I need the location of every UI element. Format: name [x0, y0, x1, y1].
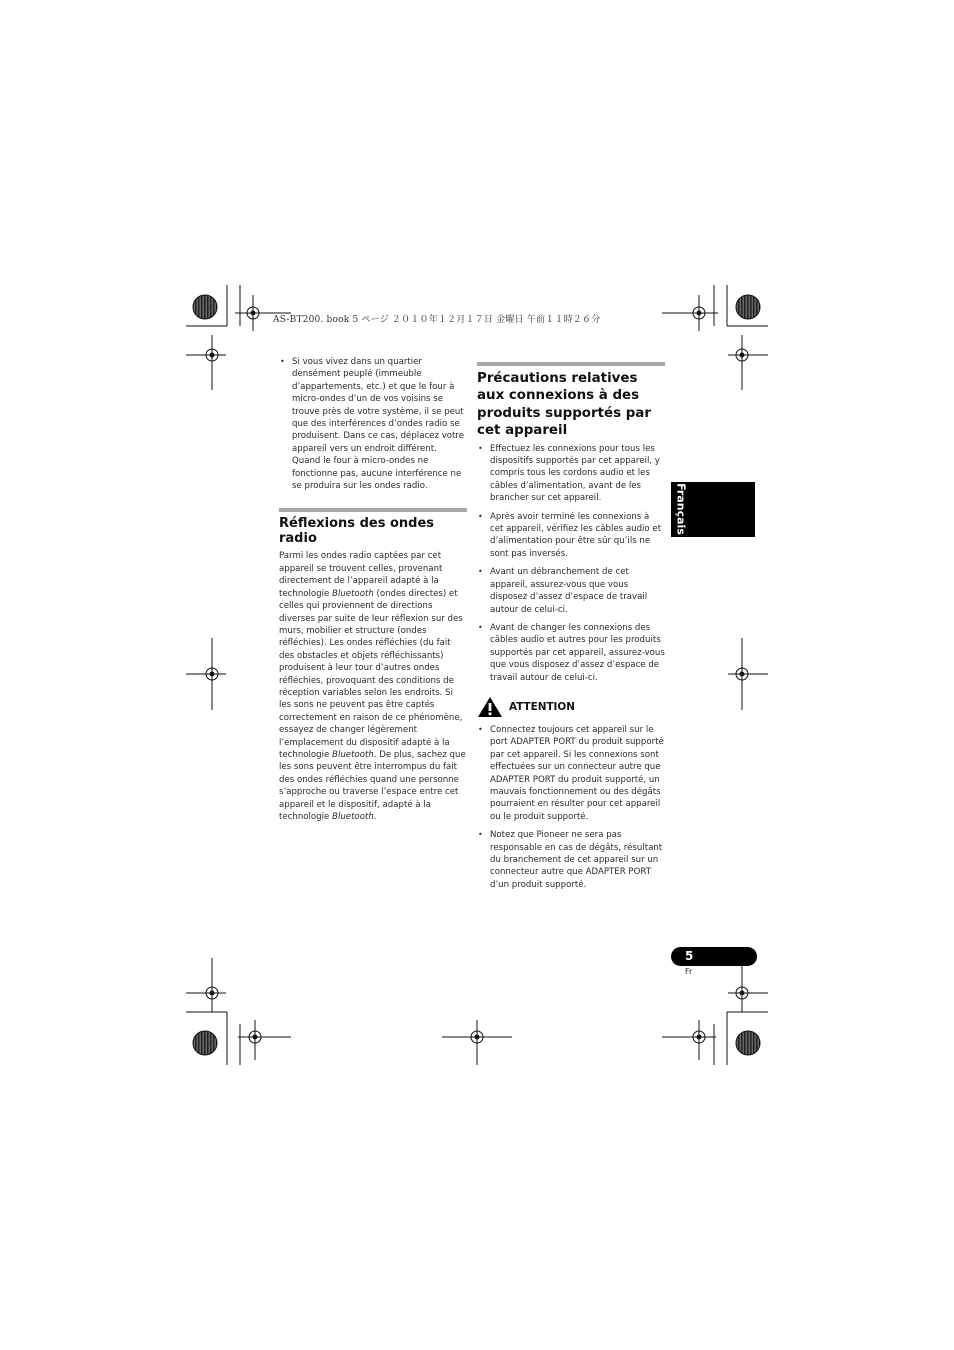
language-side-tab	[671, 482, 755, 537]
attention-heading	[477, 696, 665, 718]
list-item: • Connectez toujours cet appareil sur le port ADAPTER PORT du produit supporté par cet appareil. Si les connexions sont effectuées sur un connecteur autre que ADAPTER PORT du produit supporté, un mauvais fonctionnement ou des dégâts pourraient en résulter pour cet appareil ou le produit supporté.	[477, 724, 665, 823]
attention-label: ATTENTION	[509, 700, 575, 713]
page-number: 5	[685, 949, 694, 963]
list-item: • Avant un débranchement de cet appareil, assurez-vous que vous disposez d’assez d’espace de travail autour de celui-ci.	[477, 566, 665, 616]
file-stamp-header: AS-BT200. book 5 ページ ２０１０年１２月１７日 金曜日 午前１１時２６分	[273, 315, 601, 325]
precautions-bullet-list	[477, 443, 665, 684]
language-tab-label: Français	[674, 483, 688, 535]
list-item: • Après avoir terminé les connexions à cet appareil, vérifiez les câbles audio et d’alimentation pour être sûr qu’ils ne sont pas inversés.	[477, 511, 665, 561]
attention-bullet-list	[477, 724, 665, 891]
list-item: • Si vous vivez dans un quartier densément peuplé (immeuble d’appartements, etc.) et que le four à micro-ondes d’un de vos voisins se trouve près de votre système, il se peut que des interférences d’ondes radio se produisent. Dans ce cas, déplacez votre appareil vers un endroit différent. Quand le four à micro-ondes ne fonctionne pas, aucune interférence ne se produira sur les ondes radio.	[279, 356, 467, 492]
page-number-tab	[671, 947, 757, 966]
section-title-connection-precautions: Précautions relatives aux connexions à des produits supportés par cet appareil	[477, 371, 651, 439]
intro-bullet-list	[279, 356, 467, 492]
right-column	[477, 362, 665, 897]
list-item: • Notez que Pioneer ne sera pas responsable en cas de dégâts, résultant du branchement de cet appareil sur un connecteur autre que ADAPTER PORT d’un produit supporté.	[477, 829, 665, 891]
section-divider	[279, 508, 467, 512]
section-title-radio-reflections: Réflexions des ondes radio	[279, 516, 435, 547]
radio-reflections-paragraph: Parmi les ondes radio captées par cet appareil se trouvent celles, provenant directement de l’appareil adapté à la technologie Bluetooth (ondes directes) et celles qui proviennent de directions diverses par suite de leur réflexion sur des murs, mobilier et structure (ondes réfléchies). Les ondes réfléchies (du fait des obstacles et objets réfléchissants) produisent à leur tour d’autres ondes réfléchies, provoquant des conditions de réception variables selon les endroits. Si les sons ne peuvent pas être captés correctement en raison de ce phénomène, essayez de changer légèrement l’emplacement du dispositif adapté à la technologie Bluetooth. De plus, sachez que les sons peuvent être interrompus du fait des ondes réfléchies quand une personne s’approche ou traverse l’espace entre cet appareil et le dispositif, adapté à la technologie Bluetooth.	[279, 551, 466, 822]
list-item: • Avant de changer les connexions des câbles audio et autres pour les produits supportés par cet appareil, assurez-vous que vous disposez d’assez d’espace de travail autour de celui-ci.	[477, 622, 665, 684]
warning-triangle-icon	[477, 696, 503, 718]
left-column	[279, 356, 467, 823]
list-item: • Effectuez les connexions pour tous les dispositifs supportés par cet appareil, y compris tous les cordons audio et les câbles d’alimentation, avant de les brancher sur cet appareil.	[477, 443, 665, 505]
page-language-code: Fr	[685, 967, 693, 976]
section-divider	[477, 362, 665, 366]
